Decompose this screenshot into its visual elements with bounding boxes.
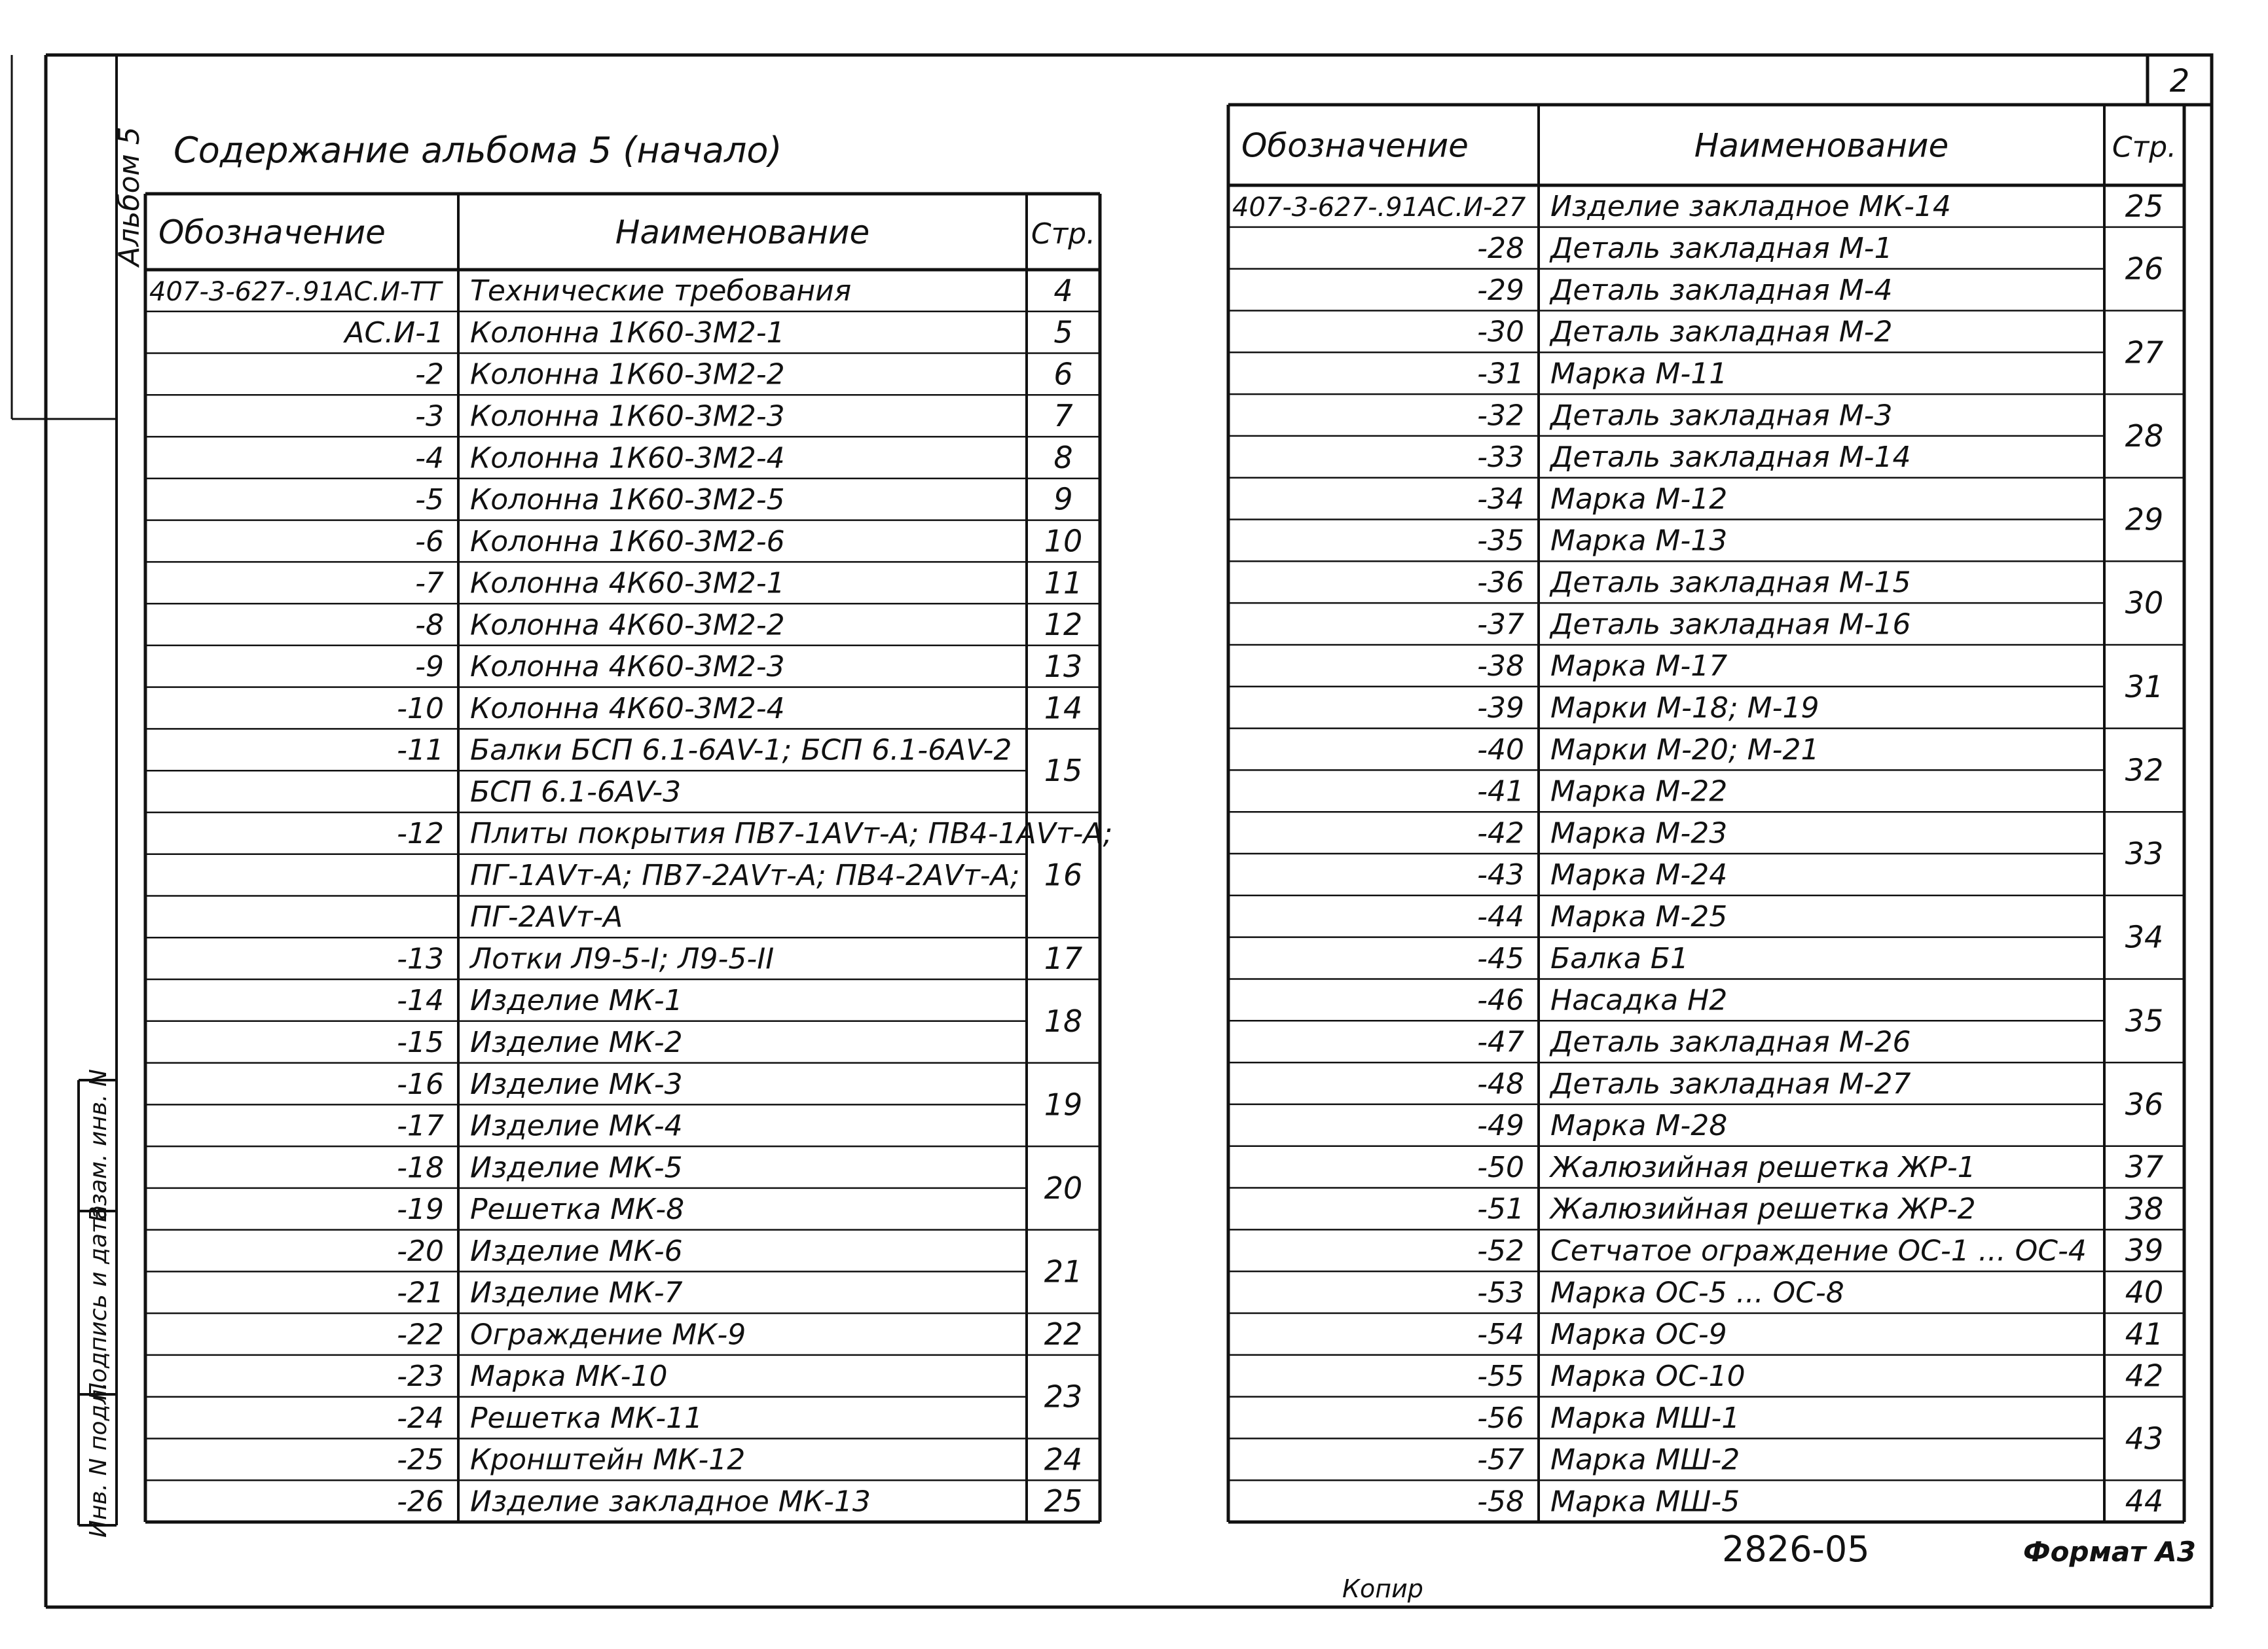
row-designation: АС.И-1 bbox=[344, 316, 444, 350]
row-page-number: 42 bbox=[2125, 1358, 2164, 1394]
row-name: Изделие МК-2 bbox=[470, 1025, 683, 1059]
row-page-number: 11 bbox=[1044, 565, 1083, 601]
row-designation: -48 bbox=[1477, 1067, 1524, 1101]
row-page-number: 15 bbox=[1044, 753, 1083, 789]
header-designation: Обозначение bbox=[1241, 126, 1469, 165]
row-designation: -52 bbox=[1477, 1234, 1524, 1268]
row-name: Изделие закладное МК-14 bbox=[1550, 190, 1951, 224]
row-name: Деталь закладная М-1 bbox=[1550, 232, 1893, 266]
row-designation: -34 bbox=[1477, 482, 1524, 516]
row-designation: -45 bbox=[1477, 941, 1524, 975]
row-name: Марка М-22 bbox=[1550, 774, 1728, 808]
row-name: Решетка МК-8 bbox=[470, 1193, 685, 1227]
footer-copied: Копир bbox=[1342, 1574, 1423, 1603]
row-designation: -43 bbox=[1477, 858, 1524, 892]
row-designation: -50 bbox=[1477, 1150, 1524, 1184]
row-name: Деталь закладная М-4 bbox=[1550, 273, 1893, 307]
row-page-number: 27 bbox=[2125, 335, 2164, 371]
row-designation: -9 bbox=[415, 650, 444, 684]
row-name: Деталь закладная М-2 bbox=[1550, 315, 1893, 349]
row-name: ПГ-2АVт-А bbox=[470, 900, 623, 934]
row-designation: -18 bbox=[397, 1151, 444, 1185]
row-name: Решетка МК-11 bbox=[470, 1401, 703, 1435]
row-name: Деталь закладная М-16 bbox=[1550, 607, 1911, 642]
row-designation: -42 bbox=[1477, 816, 1524, 850]
row-designation: -36 bbox=[1477, 566, 1524, 600]
row-designation: -16 bbox=[397, 1067, 444, 1101]
row-name: Лотки Л9-5-I; Л9-5-II bbox=[470, 942, 775, 976]
row-designation: -23 bbox=[397, 1360, 444, 1394]
row-name: Технические требования bbox=[470, 274, 852, 308]
row-page-number: 37 bbox=[2125, 1149, 2164, 1185]
row-name: Марка М-23 bbox=[1550, 816, 1728, 850]
row-name: Изделие МК-7 bbox=[470, 1276, 683, 1310]
row-page-number: 39 bbox=[2125, 1233, 2164, 1269]
row-name: Марка М-13 bbox=[1550, 524, 1728, 558]
row-designation: -37 bbox=[1477, 607, 1524, 642]
row-name: Колонна 4К60-3М2-4 bbox=[470, 691, 785, 725]
row-designation: -15 bbox=[397, 1025, 444, 1059]
left-table-title: Содержание альбома 5 (начало) bbox=[174, 130, 782, 171]
sheet-number: 2 bbox=[2169, 63, 2190, 100]
row-name: Марки М-18; М-19 bbox=[1550, 691, 1820, 725]
row-name: БСП 6.1-6АV-3 bbox=[470, 775, 682, 809]
row-designation: -14 bbox=[397, 984, 444, 1018]
row-name: Колонна 1К60-3М2-6 bbox=[470, 524, 785, 558]
row-name: Жалюзийная решетка ЖР-1 bbox=[1550, 1150, 1976, 1184]
row-designation: -24 bbox=[397, 1401, 444, 1435]
row-name: Марка М-28 bbox=[1550, 1109, 1728, 1143]
row-name: Колонна 1К60-3М2-1 bbox=[470, 316, 785, 350]
row-designation: -33 bbox=[1477, 441, 1524, 475]
row-name: Марки М-20; М-21 bbox=[1550, 733, 1820, 767]
row-designation: -5 bbox=[415, 483, 444, 517]
row-page-number: 19 bbox=[1044, 1087, 1083, 1123]
row-designation: -29 bbox=[1477, 273, 1524, 307]
row-designation: -17 bbox=[397, 1109, 444, 1143]
row-designation: -20 bbox=[397, 1234, 444, 1268]
row-page-number: 6 bbox=[1053, 356, 1073, 392]
row-designation: -19 bbox=[397, 1193, 444, 1227]
row-name: Марка ОС-10 bbox=[1550, 1359, 1746, 1393]
row-name: Колонна 4К60-3М2-3 bbox=[470, 650, 785, 684]
row-page-number: 21 bbox=[1044, 1254, 1083, 1290]
row-designation: -11 bbox=[397, 733, 444, 767]
row-page-number: 38 bbox=[2125, 1191, 2164, 1227]
row-name: Плиты покрытия ПВ7-1АVт-А; ПВ4-1АVт-А; bbox=[470, 817, 1113, 851]
row-page-number: 4 bbox=[1053, 272, 1073, 308]
stamp-label-signature-date: Подпись и дата bbox=[85, 1205, 112, 1401]
row-name: Деталь закладная М-26 bbox=[1550, 1025, 1911, 1059]
album-label: Альбом 5 bbox=[113, 126, 146, 266]
row-page-number: 25 bbox=[2125, 188, 2164, 224]
row-name: Марка М-17 bbox=[1550, 649, 1728, 683]
row-name: Колонна 1К60-3М2-5 bbox=[470, 483, 785, 517]
row-page-number: 24 bbox=[1044, 1441, 1083, 1477]
row-designation: -28 bbox=[1477, 232, 1524, 266]
row-name: Марка М-25 bbox=[1550, 900, 1728, 934]
row-designation: -46 bbox=[1477, 983, 1524, 1017]
row-page-number: 9 bbox=[1053, 481, 1073, 517]
footer-code: 2826-05 bbox=[1722, 1529, 1870, 1570]
row-name: Марка ОС-5 ... ОС-8 bbox=[1550, 1276, 1844, 1310]
row-designation: -56 bbox=[1477, 1401, 1524, 1435]
row-designation: -31 bbox=[1477, 357, 1524, 391]
row-designation: 407-3-627-.91АС.И-ТТ bbox=[149, 277, 442, 308]
row-designation: -41 bbox=[1477, 774, 1524, 808]
row-name: Марка М-12 bbox=[1550, 482, 1728, 516]
row-designation: -10 bbox=[397, 691, 444, 725]
row-designation: -26 bbox=[397, 1485, 444, 1519]
row-designation: -12 bbox=[397, 817, 444, 851]
row-designation: -49 bbox=[1477, 1109, 1524, 1143]
stamp-label-replacement-inv: Взам. инв. N bbox=[85, 1069, 112, 1222]
row-page-number: 12 bbox=[1044, 607, 1083, 643]
stamp-label-inv-original: Инв. N подл. bbox=[85, 1382, 112, 1538]
row-page-number: 35 bbox=[2125, 1003, 2164, 1039]
row-page-number: 36 bbox=[2125, 1086, 2164, 1122]
row-name: Балки БСП 6.1-6АV-1; БСП 6.1-6АV-2 bbox=[470, 733, 1012, 767]
row-designation: 407-3-627-.91АС.И-27 bbox=[1232, 192, 1526, 223]
row-page-number: 18 bbox=[1044, 1003, 1083, 1039]
row-designation: -35 bbox=[1477, 524, 1524, 558]
row-designation: -3 bbox=[415, 399, 444, 433]
row-page-number: 20 bbox=[1044, 1170, 1083, 1206]
row-designation: -8 bbox=[415, 608, 444, 642]
row-name: Изделие МК-5 bbox=[470, 1151, 683, 1185]
row-name: Колонна 1К60-3М2-4 bbox=[470, 441, 785, 475]
row-designation: -53 bbox=[1477, 1276, 1524, 1310]
row-page-number: 13 bbox=[1044, 648, 1083, 684]
row-designation: -21 bbox=[397, 1276, 444, 1310]
header-page: Стр. bbox=[1031, 217, 1096, 251]
row-designation: -13 bbox=[397, 942, 444, 976]
row-name: Марка ОС-9 bbox=[1550, 1318, 1727, 1352]
row-designation: -32 bbox=[1477, 399, 1524, 433]
row-page-number: 44 bbox=[2125, 1483, 2164, 1519]
row-designation: -47 bbox=[1477, 1025, 1524, 1059]
row-page-number: 29 bbox=[2125, 501, 2164, 537]
row-name: Марка МШ-1 bbox=[1550, 1401, 1740, 1435]
row-designation: -38 bbox=[1477, 649, 1524, 683]
row-name: Колонна 4К60-3М2-1 bbox=[470, 566, 785, 600]
side-stamp bbox=[85, 1069, 112, 1538]
row-name: Марка М-11 bbox=[1550, 357, 1728, 391]
row-designation: -30 bbox=[1477, 315, 1524, 349]
row-name: Марка МШ-2 bbox=[1550, 1443, 1740, 1477]
row-page-number: 8 bbox=[1053, 439, 1073, 475]
row-name: Ограждение МК-9 bbox=[470, 1318, 746, 1352]
row-page-number: 7 bbox=[1053, 398, 1073, 434]
row-designation: -58 bbox=[1477, 1485, 1524, 1519]
row-name: Деталь закладная М-3 bbox=[1550, 399, 1893, 433]
row-designation: -6 bbox=[415, 524, 444, 558]
row-designation: -7 bbox=[415, 566, 444, 600]
row-page-number: 43 bbox=[2125, 1421, 2164, 1457]
row-name: Марка М-24 bbox=[1550, 858, 1728, 892]
row-name: Марка МК-10 bbox=[470, 1360, 668, 1394]
header-page: Стр. bbox=[2112, 130, 2177, 164]
row-name: Колонна 4К60-3М2-2 bbox=[470, 608, 785, 642]
row-name: Изделие закладное МК-13 bbox=[470, 1485, 871, 1519]
row-name: Марка МШ-5 bbox=[1550, 1485, 1740, 1519]
header-name: Наименование bbox=[615, 213, 870, 251]
row-name: Изделие МК-3 bbox=[470, 1067, 683, 1101]
row-page-number: 28 bbox=[2125, 418, 2164, 454]
row-name: Балка Б1 bbox=[1550, 941, 1689, 975]
row-page-number: 17 bbox=[1044, 941, 1083, 977]
row-designation: -54 bbox=[1477, 1318, 1524, 1352]
row-designation: -55 bbox=[1477, 1359, 1524, 1393]
row-name: Колонна 1К60-3М2-2 bbox=[470, 357, 785, 391]
row-designation: -51 bbox=[1477, 1192, 1524, 1226]
row-page-number: 40 bbox=[2125, 1275, 2164, 1311]
row-page-number: 34 bbox=[2125, 919, 2164, 955]
row-designation: -40 bbox=[1477, 733, 1524, 767]
row-designation: -2 bbox=[415, 357, 444, 391]
row-page-number: 33 bbox=[2125, 836, 2164, 871]
row-page-number: 14 bbox=[1044, 690, 1083, 726]
row-page-number: 32 bbox=[2125, 752, 2164, 788]
row-designation: -39 bbox=[1477, 691, 1524, 725]
row-name: ПГ-1АVт-А; ПВ7-2АVт-А; ПВ4-2АVт-А; bbox=[470, 858, 1020, 892]
row-name: Деталь закладная М-27 bbox=[1550, 1067, 1911, 1101]
row-designation: -22 bbox=[397, 1318, 444, 1352]
row-designation: -25 bbox=[397, 1443, 444, 1477]
row-page-number: 26 bbox=[2125, 251, 2164, 287]
row-designation: -57 bbox=[1477, 1443, 1524, 1477]
header-designation: Обозначение bbox=[158, 213, 386, 251]
row-page-number: 5 bbox=[1053, 314, 1073, 350]
row-page-number: 31 bbox=[2125, 668, 2164, 704]
row-name: Изделие МК-4 bbox=[470, 1109, 683, 1143]
row-designation: -44 bbox=[1477, 900, 1524, 934]
header-name: Наименование bbox=[1694, 126, 1949, 165]
row-page-number: 41 bbox=[2125, 1316, 2164, 1352]
footer-format: Формат А3 bbox=[2023, 1536, 2196, 1568]
row-page-number: 16 bbox=[1044, 857, 1083, 893]
row-name: Изделие МК-6 bbox=[470, 1234, 683, 1268]
row-page-number: 22 bbox=[1044, 1316, 1083, 1352]
row-name: Колонна 1К60-3М2-3 bbox=[470, 399, 785, 433]
row-name: Насадка Н2 bbox=[1550, 983, 1728, 1017]
row-name: Сетчатое ограждение ОС-1 ... ОС-4 bbox=[1550, 1234, 2087, 1268]
row-designation: -4 bbox=[415, 441, 444, 475]
row-page-number: 25 bbox=[1044, 1483, 1083, 1519]
row-page-number: 10 bbox=[1044, 523, 1083, 559]
row-name: Деталь закладная М-15 bbox=[1550, 566, 1911, 600]
row-name: Кронштейн МК-12 bbox=[470, 1443, 746, 1477]
row-name: Жалюзийная решетка ЖР-2 bbox=[1550, 1192, 1976, 1226]
row-name: Изделие МК-1 bbox=[470, 984, 683, 1018]
row-page-number: 30 bbox=[2125, 585, 2164, 621]
row-page-number: 23 bbox=[1044, 1379, 1083, 1415]
row-name: Деталь закладная М-14 bbox=[1550, 441, 1911, 475]
